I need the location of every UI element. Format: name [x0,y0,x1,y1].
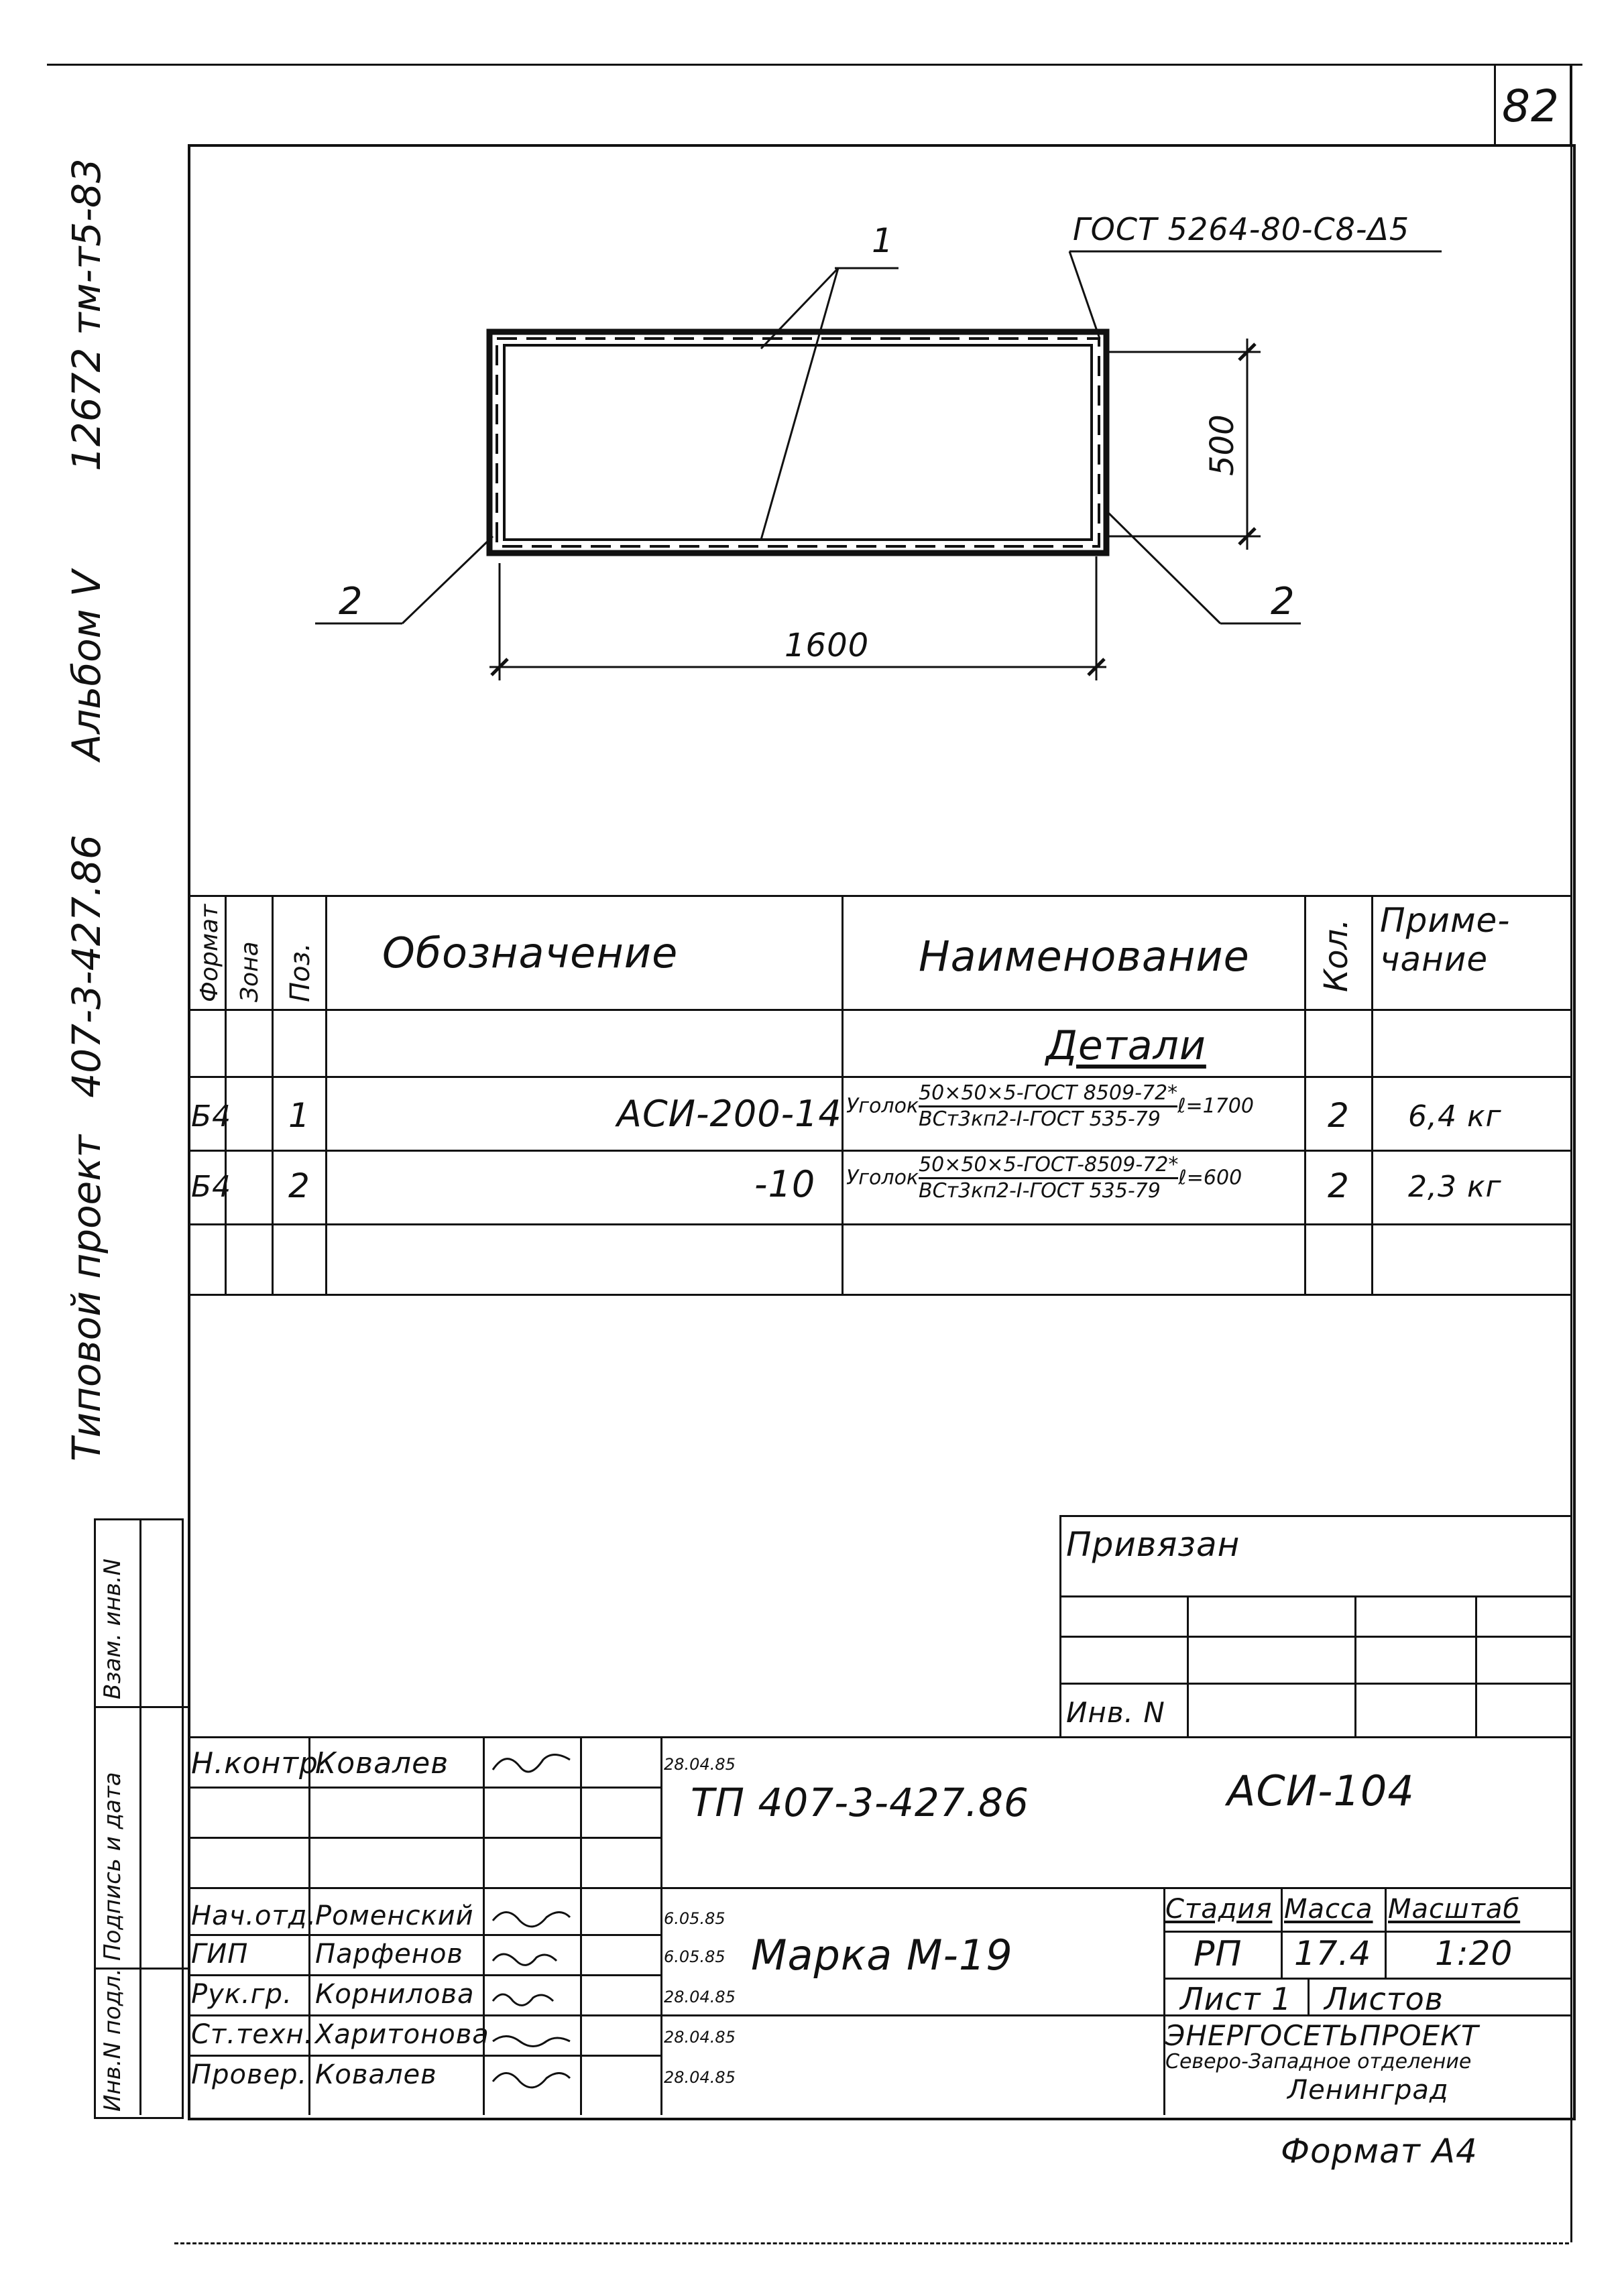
row-note: 2,3 кг [1408,1170,1502,1204]
sheet-number: 82 [1502,80,1560,132]
sig-name: Корнилова [315,1979,475,2010]
header-designation: Обозначение [382,928,679,977]
sig-name: Ковалев [315,1746,449,1780]
sheets-label: Листов [1324,1981,1444,2017]
row-name-suffix: ℓ=600 [1178,1166,1242,1190]
stage-label: Стадия [1165,1894,1273,1925]
header-name: Наименование [919,932,1250,981]
sig-role: Н.контр. [191,1746,329,1780]
row-name-suffix: ℓ=1700 [1177,1094,1254,1118]
row-name-prefix: Уголок [846,1094,919,1118]
leader-label-2-right: 2 [1271,580,1295,623]
sig-date: 28.04.85 [664,1988,736,2006]
sheet-code: АСИ-104 [1227,1766,1415,1815]
row-format: Б4 [191,1099,232,1134]
header-note: Приме-чание [1380,901,1511,979]
leader-label-2-left: 2 [339,580,363,623]
dimension-height: 500 [1204,414,1241,476]
row-qty: 2 [1328,1096,1350,1135]
row-name-bottom: ВСт3кп2-I-ГОСТ 535-79 [919,1179,1161,1203]
sig-role: Провер. [191,2059,308,2090]
attached-inv: Инв. N [1066,1696,1165,1729]
side-doc: 12672 тм-т5-83 [64,158,109,472]
bottom-edge-line [174,2242,1569,2244]
row-name-top: 50×50×5-ГОСТ 8509-72* [919,1083,1177,1107]
org-line1: ЭНЕРГОСЕТЬПРОЕКТ [1165,2019,1479,2052]
side-code: 407-3-427.86 [64,835,109,1098]
row-note: 6,4 кг [1408,1099,1502,1134]
side-stamp-inv: Инв.N подл. [99,1968,126,2112]
org-line2: Северо-Западное отделение [1165,2050,1472,2073]
stage-value: РП [1194,1934,1242,1974]
dimension-width: 1600 [785,627,870,664]
row-qty: 2 [1328,1166,1350,1205]
sig-name: Харитонова [315,2019,489,2050]
section-title: Детали [1046,1022,1206,1069]
scale-value: 1:20 [1435,1934,1513,1973]
sig-date: 28.04.85 [664,2028,736,2047]
sheet-label: Лист 1 [1180,1981,1292,2017]
header-format: Формат [196,904,223,1002]
sig-date: 28.04.85 [664,2068,736,2087]
row-pos: 2 [288,1166,310,1205]
sig-role: Рук.гр. [191,1979,292,2010]
side-stamp-replace: Взам. инв.N [99,1558,126,1699]
row-format: Б4 [191,1170,232,1204]
header-zone: Зона [236,941,264,1002]
sig-name: Роменский [315,1900,474,1931]
side-album: Альбом Ⅴ [64,570,109,761]
format-label: Формат А4 [1281,2132,1478,2171]
sig-date: 28.04.85 [664,1755,736,1774]
scale-label: Масштаб [1388,1894,1521,1925]
mass-label: Масса [1284,1894,1373,1925]
org-line3: Ленинград [1287,2075,1449,2106]
drawing-name: Марка М-19 [751,1931,1013,1980]
row-designation: -10 [754,1163,816,1205]
row-name-top: 50×50×5-ГОСТ-8509-72* [919,1154,1178,1179]
sig-date: 6.05.85 [664,1947,726,1966]
sig-name: Ковалев [315,2059,437,2090]
row-pos: 1 [288,1096,310,1135]
sig-role: Ст.техн. [191,2019,314,2050]
sig-role: Нач.отд. [191,1900,317,1931]
project-code: ТП 407-3-427.86 [691,1780,1029,1825]
row-name-prefix: Уголок [846,1166,919,1190]
header-pos: Поз. [285,943,316,1002]
row-name-bottom: ВСт3кп2-I-ГОСТ 535-79 [919,1107,1161,1131]
header-qty: Кол. [1318,918,1355,992]
row-designation: АСИ-200-14 [617,1093,842,1135]
weld-note: ГОСТ 5264-80-С8-Δ5 [1073,211,1410,247]
side-project: Типовой проект [64,1134,109,1461]
sig-role: ГИП [191,1939,249,1970]
sig-name: Парфенов [315,1939,463,1970]
mass-value: 17.4 [1294,1934,1372,1973]
attached-title: Привязан [1066,1525,1240,1564]
leader-label-1: 1 [872,221,894,260]
sig-date: 6.05.85 [664,1909,726,1928]
side-stamp-signature: Подпись и дата [99,1772,126,1961]
